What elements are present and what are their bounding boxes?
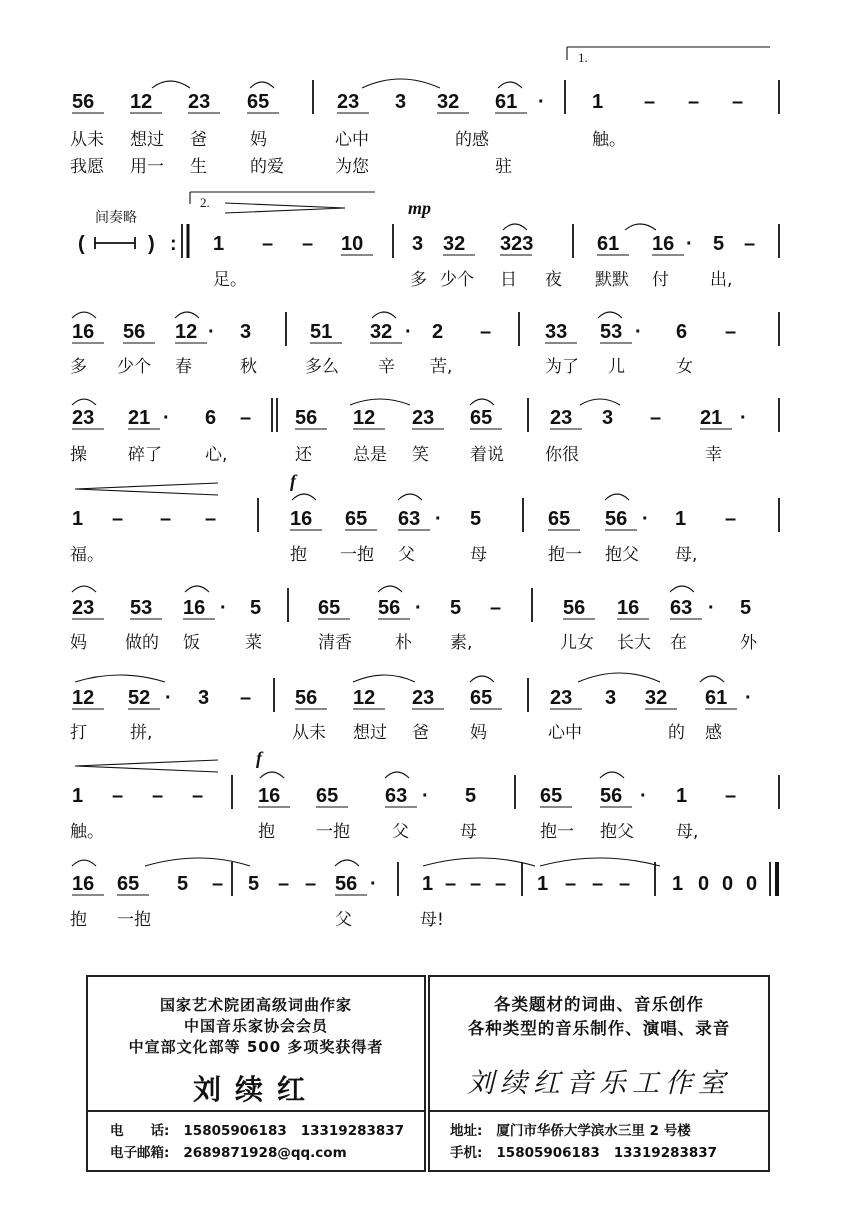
note: 5 <box>450 597 462 619</box>
lyric: 的感 <box>455 130 489 150</box>
note: 1 <box>72 508 84 530</box>
note-dot: · <box>640 785 647 807</box>
lyric: 秋 <box>240 357 257 377</box>
note: 16 <box>72 321 95 343</box>
lyric: 幸 <box>705 445 722 465</box>
lyric: 触。 <box>592 130 626 150</box>
note: 1 <box>213 233 225 255</box>
score-row-8 <box>70 748 779 842</box>
note: 32 <box>437 91 460 113</box>
note-dash: – <box>495 873 507 895</box>
note-dash: – <box>688 91 700 113</box>
dynamic-mark: mp <box>408 198 432 218</box>
note-dot: · <box>370 873 377 895</box>
note: 56 <box>123 321 146 343</box>
note: 12 <box>130 91 153 113</box>
note-dash: – <box>262 233 274 255</box>
note-dot: · <box>538 91 545 113</box>
note: 1 <box>422 873 434 895</box>
lyric: 抱父 <box>605 545 639 565</box>
lyric: 触。 <box>70 822 104 842</box>
score-row-7 <box>70 673 752 743</box>
lyric: 还 <box>295 445 312 465</box>
lyric: 母, <box>675 545 698 565</box>
lyric: 母 <box>470 545 487 565</box>
composer-contact <box>88 1112 424 1170</box>
lyric: 辛 <box>378 357 395 377</box>
note: 12 <box>72 687 95 709</box>
lyric: 爸 <box>190 130 207 150</box>
note: 56 <box>295 687 318 709</box>
note: 5 <box>177 873 189 895</box>
note: 5 <box>465 785 477 807</box>
note-dash: – <box>644 91 656 113</box>
lyric: 从未 <box>292 723 326 743</box>
note-rest: 0 <box>722 873 734 895</box>
note-dash: – <box>240 407 252 429</box>
note: 51 <box>310 321 333 343</box>
lyric: 夜 <box>545 270 562 290</box>
lyric: 春 <box>175 357 192 377</box>
lyric: 付 <box>652 270 669 290</box>
lyric: 女 <box>676 357 693 377</box>
credential-line: 国家艺术院团高级词曲作家 <box>159 996 352 1014</box>
note-dash: – <box>205 508 217 530</box>
note-dash: – <box>725 508 737 530</box>
note: 56 <box>563 597 586 619</box>
note: 10 <box>341 233 364 255</box>
dynamic-mark: f <box>290 471 296 491</box>
note: 23 <box>337 91 360 113</box>
note-dash: – <box>725 321 737 343</box>
lyric: 想过 <box>353 723 387 743</box>
lyric: 父 <box>398 545 415 565</box>
lyric: 驻 <box>495 157 512 177</box>
lyric: 的 <box>668 723 685 743</box>
note-dash: – <box>744 233 756 255</box>
lyric: 你很 <box>545 445 579 465</box>
lyric: 做的 <box>125 633 159 653</box>
note-dot: · <box>708 597 715 619</box>
note-dash: – <box>650 407 662 429</box>
mobile-number: 13319283837 <box>613 1145 718 1161</box>
note-dash: – <box>732 91 744 113</box>
note-dash: – <box>565 873 577 895</box>
interlude-label: 间奏略 <box>95 210 137 226</box>
note: 56 <box>378 597 401 619</box>
lyric: 用一 <box>130 157 164 177</box>
ending-1-label: 1. <box>578 50 588 65</box>
note: 56 <box>295 407 318 429</box>
note-dot: · <box>642 508 649 530</box>
note-dot: · <box>220 597 227 619</box>
lyric: 饭 <box>183 633 200 653</box>
note: 21 <box>128 407 151 429</box>
lyric: 一抱 <box>340 545 374 565</box>
score-row-1 <box>70 47 779 177</box>
lyric: 母 <box>460 822 477 842</box>
phone-number: 13319283837 <box>300 1123 405 1139</box>
note: 53 <box>130 597 153 619</box>
note-dash: – <box>192 785 204 807</box>
note-dash: – <box>445 873 457 895</box>
lyric: 多么 <box>305 357 339 377</box>
note: 32 <box>443 233 466 255</box>
service-line: 各类题材的词曲、音乐创作 <box>494 995 704 1014</box>
note: 56 <box>600 785 623 807</box>
lyric: 父 <box>335 910 352 930</box>
lyric: 笑 <box>412 445 429 465</box>
note: 5 <box>250 597 262 619</box>
lyric: 在 <box>670 633 687 653</box>
lyric: 碎了 <box>128 445 162 465</box>
note-dash: – <box>278 873 290 895</box>
note-dash: – <box>470 873 482 895</box>
lyric: 抱 <box>258 822 275 842</box>
note-dot: · <box>165 687 172 709</box>
note: 65 <box>548 508 571 530</box>
note: 12 <box>353 407 376 429</box>
note: 32 <box>370 321 393 343</box>
composer-info-box <box>86 975 426 1172</box>
dynamic-mark: f <box>256 748 262 768</box>
note: 65 <box>318 597 341 619</box>
note: 16 <box>258 785 281 807</box>
lyric: 儿女 <box>560 633 594 653</box>
note: 5 <box>470 508 482 530</box>
note-dash: – <box>725 785 737 807</box>
lyric: 生 <box>190 157 207 177</box>
note-dash: – <box>305 873 317 895</box>
lyric: 足。 <box>213 270 247 290</box>
ending-2-label: 2. <box>200 195 210 210</box>
note: 5 <box>740 597 752 619</box>
note-dot: · <box>745 687 752 709</box>
note: 63 <box>670 597 693 619</box>
note: 3 <box>605 687 617 709</box>
lyric: 妈 <box>250 130 267 150</box>
lyric: 一抱 <box>316 822 350 842</box>
note: 3 <box>395 91 407 113</box>
lyric: 心中 <box>335 130 369 150</box>
lyric: 拼, <box>130 723 153 743</box>
lyric: 福。 <box>70 545 104 565</box>
note-dash: – <box>152 785 164 807</box>
note: 3 <box>240 321 252 343</box>
note: 33 <box>545 321 568 343</box>
score-row-3 <box>70 312 779 377</box>
lyric: 抱 <box>70 910 87 930</box>
lyric: 母, <box>676 822 699 842</box>
note-dot: · <box>405 321 412 343</box>
lyric: 为了 <box>545 357 579 377</box>
repeat-dots: : <box>170 233 177 255</box>
note: 3 <box>602 407 614 429</box>
note-dash: – <box>212 873 224 895</box>
note-rest: 0 <box>698 873 710 895</box>
lyric: 儿 <box>608 357 625 377</box>
note: 56 <box>605 508 628 530</box>
mobile-label: 手机: <box>450 1145 483 1161</box>
note: 16 <box>183 597 206 619</box>
phone-label: 电 话: <box>110 1123 170 1139</box>
note: 23 <box>550 407 573 429</box>
note: 65 <box>316 785 339 807</box>
note: 65 <box>345 508 368 530</box>
note: 23 <box>72 597 95 619</box>
note: 63 <box>385 785 408 807</box>
mobile-number: 15805906183 <box>496 1145 600 1161</box>
note-dash: – <box>619 873 631 895</box>
lyric: 少个 <box>440 270 474 290</box>
credential-line: 中宣部文化部等 500 多项奖获得者 <box>128 1038 384 1056</box>
note: 5 <box>713 233 725 255</box>
lyric: 操 <box>70 445 87 465</box>
note: 2 <box>432 321 444 343</box>
address-label: 地址: <box>450 1123 483 1139</box>
note: 1 <box>675 508 687 530</box>
lyric: 抱一 <box>540 822 574 842</box>
note-dot: · <box>163 407 170 429</box>
note-dot: · <box>635 321 642 343</box>
score-row-9 <box>70 858 777 930</box>
lyric: 妈 <box>70 633 87 653</box>
note: 23 <box>412 687 435 709</box>
score-row-2 <box>78 192 779 290</box>
email-address: 2689871928@qq.com <box>183 1145 347 1161</box>
note: 1 <box>72 785 84 807</box>
lyric: 的爱 <box>250 157 284 177</box>
lyric: 我愿 <box>70 157 104 177</box>
note: 65 <box>470 407 493 429</box>
note: 1 <box>676 785 688 807</box>
lyric: 总是 <box>353 445 387 465</box>
note: 65 <box>117 873 140 895</box>
credential-line: 中国音乐家协会会员 <box>183 1017 328 1035</box>
lyric: 想过 <box>130 130 164 150</box>
studio-services <box>430 977 768 1112</box>
phone-number: 15805906183 <box>183 1123 287 1139</box>
note: 16 <box>290 508 313 530</box>
lyric: 一抱 <box>117 910 151 930</box>
lyric: 母! <box>420 910 444 930</box>
note: 12 <box>353 687 376 709</box>
email-label: 电子邮箱: <box>110 1145 170 1161</box>
score-row-4 <box>70 398 779 465</box>
lyric: 少个 <box>117 357 151 377</box>
lyric: 朴 <box>395 633 412 653</box>
lyric: 外 <box>740 633 757 653</box>
lyric: 清香 <box>318 633 352 653</box>
composer-name: 刘续红 <box>192 1073 319 1106</box>
note-dot: · <box>686 233 693 255</box>
lyric: 日 <box>500 270 517 290</box>
note: 5 <box>248 873 260 895</box>
note-dot: · <box>415 597 422 619</box>
note: 323 <box>500 233 534 255</box>
note: 1 <box>592 91 604 113</box>
lyric: 从未 <box>70 130 104 150</box>
note: 32 <box>645 687 668 709</box>
note-dash: – <box>160 508 172 530</box>
note-dash: – <box>592 873 604 895</box>
note: 61 <box>705 687 728 709</box>
lyric: 妈 <box>470 723 487 743</box>
note: 23 <box>72 407 95 429</box>
note: 6 <box>676 321 688 343</box>
composer-credentials <box>88 977 424 1112</box>
note-dash: – <box>112 508 124 530</box>
note: 23 <box>412 407 435 429</box>
lyric: 菜 <box>245 633 262 653</box>
lyric: 多 <box>410 270 427 290</box>
note: 65 <box>540 785 563 807</box>
lyric: 默默 <box>595 270 629 290</box>
note: 6 <box>205 407 217 429</box>
paren-close: ) <box>148 233 155 255</box>
score-row-6 <box>70 586 758 653</box>
note: 16 <box>72 873 95 895</box>
note: 16 <box>617 597 640 619</box>
note: 16 <box>652 233 675 255</box>
note: 23 <box>550 687 573 709</box>
lyric: 出, <box>710 270 733 290</box>
note: 56 <box>72 91 95 113</box>
note-dash: – <box>112 785 124 807</box>
lyric: 长大 <box>617 633 651 653</box>
note-dash: – <box>490 597 502 619</box>
note: 53 <box>600 321 623 343</box>
note-dash: – <box>480 321 492 343</box>
paren-open: ( <box>78 233 85 255</box>
lyric: 抱父 <box>600 822 634 842</box>
service-line: 各种类型的音乐制作、演唱、录音 <box>467 1019 731 1038</box>
lyric: 感 <box>705 723 722 743</box>
lyric: 素, <box>450 633 473 653</box>
note: 3 <box>412 233 424 255</box>
note: 12 <box>175 321 198 343</box>
lyric: 多 <box>70 357 87 377</box>
note: 65 <box>470 687 493 709</box>
lyric: 苦, <box>430 357 453 377</box>
note-dot: · <box>435 508 442 530</box>
note-dot: · <box>740 407 747 429</box>
note: 1 <box>672 873 684 895</box>
lyric: 为您 <box>335 157 369 177</box>
note-dot: · <box>422 785 429 807</box>
lyric: 心, <box>205 445 228 465</box>
lyric: 心中 <box>548 723 582 743</box>
note: 65 <box>247 91 270 113</box>
note: 63 <box>398 508 421 530</box>
lyric: 抱一 <box>548 545 582 565</box>
studio-contact <box>430 1112 768 1170</box>
studio-info-box <box>428 975 770 1172</box>
studio-name: 刘续红音乐工作室 <box>467 1068 731 1099</box>
note: 56 <box>335 873 358 895</box>
lyric: 父 <box>392 822 409 842</box>
note-dot: · <box>208 321 215 343</box>
lyric: 抱 <box>290 545 307 565</box>
note: 3 <box>198 687 210 709</box>
note: 23 <box>188 91 211 113</box>
score-row-5 <box>70 471 779 565</box>
note: 61 <box>597 233 620 255</box>
lyric: 着说 <box>470 445 504 465</box>
note-rest: 0 <box>746 873 758 895</box>
lyric: 打 <box>70 723 87 743</box>
note-dash: – <box>240 687 252 709</box>
note: 21 <box>700 407 723 429</box>
note-dash: – <box>302 233 314 255</box>
note: 52 <box>128 687 151 709</box>
note: 61 <box>495 91 518 113</box>
note: 1 <box>537 873 549 895</box>
lyric: 爸 <box>412 723 429 743</box>
address-text: 厦门市华侨大学滨水三里 2 号楼 <box>496 1123 691 1139</box>
